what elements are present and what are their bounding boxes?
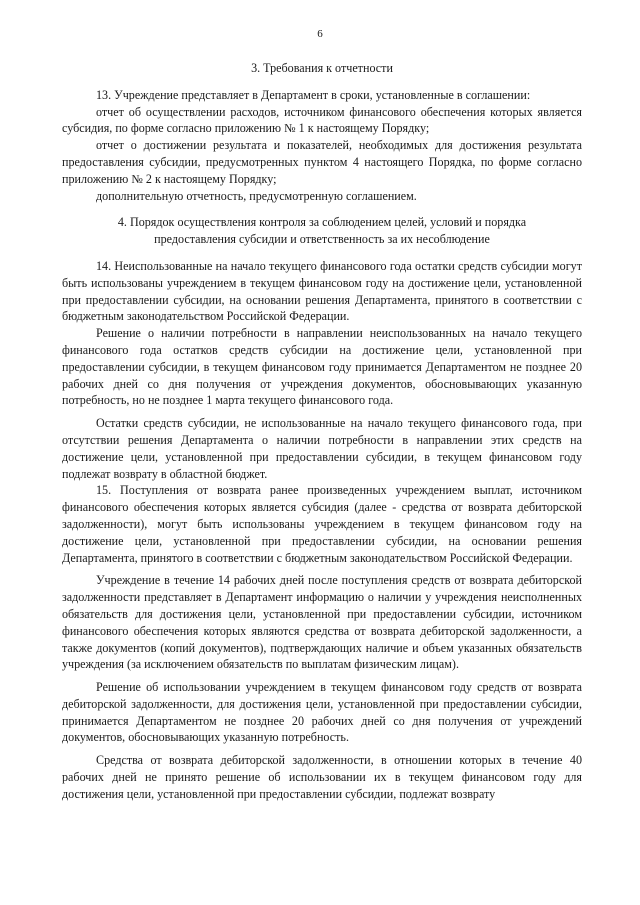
section-4-title-line-1: 4. Порядок осуществления контроля за соблюдением целей, условий и порядка bbox=[117, 215, 527, 230]
paragraph-14-decision: Решение о наличии потребности в направлении неиспользованных на начало текущего финансового года остатков средств субсидии на достижение цели, установленной при предоставлении субсидии, в текущем финансовом году принимается Департаментом не позднее 20 рабочих дней со дня получения от учреждения документов, обосновывающих указанную потребность, но не позднее 1 марта текущего финансового года. bbox=[62, 326, 582, 408]
paragraph-15-return: Средства от возврата дебиторской задолженности, в отношении которых в течение 40 рабочих дней не принято решение об использовании их в текущем финансовом году для достижения цели, установленной при предоставлении субсидии, подлежат возврату bbox=[62, 753, 582, 801]
document-body bbox=[62, 60, 582, 803]
paragraph-13-item-1: отчет об осуществлении расходов, источником финансового обеспечения которых является субсидия, по форме согласно приложению № 1 к настоящему Порядку; bbox=[62, 104, 582, 136]
paragraph-15-information: Учреждение в течение 14 рабочих дней после поступления средств от возврата дебиторской задолженности представляет в Департамент информацию о наличии у учреждения неисполненных обязательств для достижения цели, установленной при предоставлении субсидии, источником финансового обеспечения которых являются средства от возврата дебиторской задолженности, а также документов (копий документов), подтверждающих наличие и объем указанных обязательств учреждения (за исключением обязательств по выплатам физическим лицам). bbox=[62, 573, 582, 672]
paragraph-13-item-3: дополнительную отчетность, предусмотренную соглашением. bbox=[96, 188, 417, 203]
paragraph-14: 14. Неиспользованные на начало текущего финансового года остатки средств субсидии могут быть использованы учреждением в текущем финансовом году на достижение цели, установленной при предоставлении субсидии, на основании решения Департамента, принятого в соответствии с бюджетным законодательством Российской Федерации. bbox=[62, 258, 582, 324]
page-number: 6 bbox=[317, 28, 323, 40]
paragraph-15-decision: Решение об использовании учреждением в текущем финансовом году средств от возврата дебиторской задолженности, для достижения цели, установленной при предоставлении субсидии, принимается Департаментом не позднее 20 рабочих дней со дня получения от учреждений документов, обосновывающих указанную потребность. bbox=[62, 680, 582, 745]
paragraph-14-remainders: Остатки средств субсидии, не использованные на начало текущего финансового года, при отсутствии решения Департамента о наличии потребности в направлении этих средств на достижение цели, установленной при предоставлении субсидии, в текущем финансовом году подлежат возврату в областной бюджет. bbox=[62, 416, 582, 481]
section-3-title: 3. Требования к отчетности bbox=[251, 61, 393, 75]
paragraph-15: 15. Поступления от возврата ранее произведенных учреждением выплат, источником финансового обеспечения которых является субсидия (далее - средства от возврата дебиторской задолженности), могут быть использованы учреждением в текущем финансовом году на достижение цели, установленной при предоставлении субсидии, на основании решения Департамента, принятого в соответствии с бюджетным законодательством Российской Федерации. bbox=[62, 483, 582, 565]
paragraph-13-item-2: отчет о достижении результата и показателей, необходимых для достижения результата предоставления субсидии, предусмотренных пунктом 4 настоящего Порядка, по форме согласно приложению № 2 к настоящему Порядку; bbox=[62, 138, 582, 186]
section-4-title-line-2: предоставления субсидии и ответственность за их несоблюдение bbox=[154, 232, 490, 247]
paragraph-13: 13. Учреждение представляет в Департамент в сроки, установленные в соглашении: bbox=[96, 87, 531, 102]
